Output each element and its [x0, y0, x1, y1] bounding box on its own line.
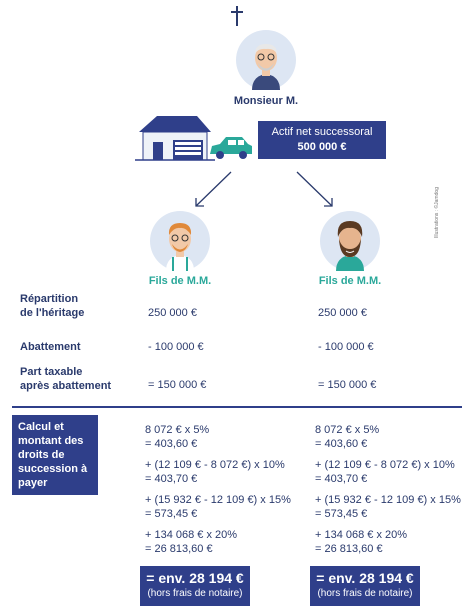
son2-avatar [320, 211, 380, 271]
heir1-calc-step: 8 072 € x 5% = 403,60 € [145, 424, 210, 450]
heir2-total: = env. 28 194 € [316, 570, 414, 586]
house-icon [135, 114, 215, 162]
heir1-calc-step: + (15 932 € - 12 109 €) x 15% = 573,45 € [145, 494, 291, 520]
heir2-repartition: 250 000 € [318, 307, 367, 319]
divider [12, 406, 462, 408]
arrow-left [196, 172, 231, 206]
deceased-name: Monsieur M. [233, 95, 299, 107]
row-repartition-label: Répartition de l'héritage [20, 293, 85, 319]
estate-value: 500 000 € [297, 141, 347, 153]
heir2-taxable: = 150 000 € [318, 379, 377, 391]
row-taxable-label: Part taxable après abattement [20, 366, 112, 392]
cross-icon [229, 6, 245, 26]
heir2-abattement: - 100 000 € [318, 341, 374, 353]
heir1-calc-step: + 134 068 € x 20% = 26 813,60 € [145, 529, 238, 555]
heir2-calc-step: + 134 068 € x 20% = 26 813,60 € [315, 529, 408, 555]
heir2-total-note: (hors frais de notaire) [317, 588, 413, 599]
calc-title-box: Calcul et montant des droits de succession à payer [12, 415, 98, 495]
heir1-abattement: - 100 000 € [148, 341, 204, 353]
heir1-total: = env. 28 194 € [146, 570, 244, 586]
heir1-taxable: = 150 000 € [148, 379, 207, 391]
illustration-credit: Illustrations : ©Jamdog [434, 187, 440, 238]
son1-avatar [150, 211, 210, 271]
heir1-label: Fils de M.M. [148, 275, 212, 287]
row-abattement-label: Abattement [20, 341, 81, 353]
arrow-right [297, 172, 332, 206]
heir1-repartition: 250 000 € [148, 307, 197, 319]
heir2-calc-step: + (12 109 € - 8 072 €) x 10% = 403,70 € [315, 459, 455, 485]
estate-box [258, 121, 386, 159]
heir2-label: Fils de M.M. [318, 275, 382, 287]
heir1-total-box [140, 566, 250, 606]
heir2-calc-step: + (15 932 € - 12 109 €) x 15% = 573,45 € [315, 494, 461, 520]
heir2-total-box [310, 566, 420, 606]
heir2-calc-step: 8 072 € x 5% = 403,60 € [315, 424, 380, 450]
car-icon [208, 134, 254, 162]
heir1-total-note: (hors frais de notaire) [147, 588, 243, 599]
monsieur-avatar [236, 30, 296, 90]
estate-label: Actif net successoral [271, 126, 373, 138]
heir1-calc-step: + (12 109 € - 8 072 €) x 10% = 403,70 € [145, 459, 285, 485]
